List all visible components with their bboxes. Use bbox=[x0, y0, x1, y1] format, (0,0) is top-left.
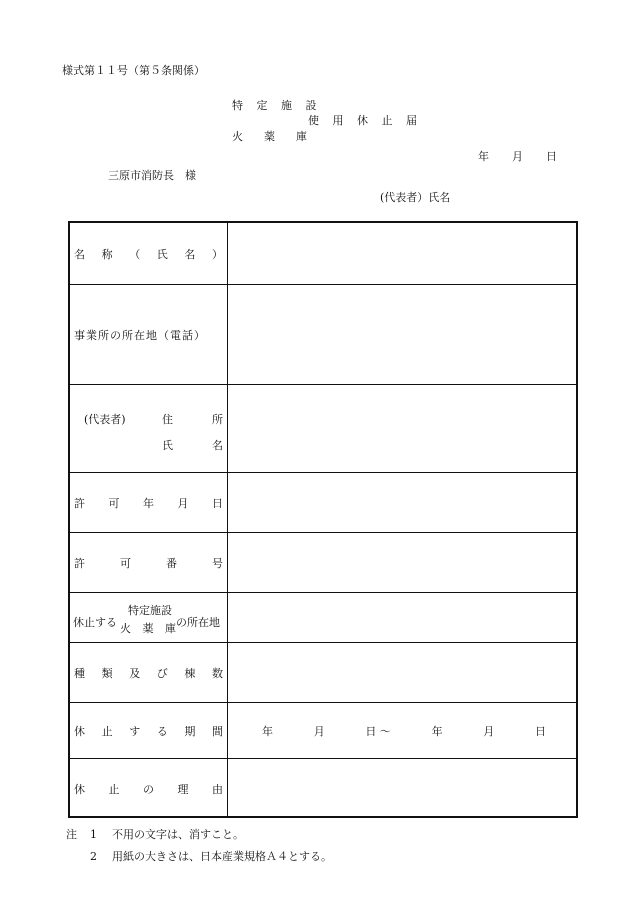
row-name bbox=[70, 223, 576, 285]
row-reason bbox=[70, 759, 576, 818]
label-representative: (代表者) bbox=[84, 413, 126, 426]
label-cell bbox=[70, 285, 228, 384]
permit-date-field[interactable] bbox=[228, 473, 576, 532]
note-2: 2 用紙の大きさは、日本産業規格Ａ４とする。 bbox=[90, 850, 332, 863]
label-cell bbox=[70, 473, 228, 532]
label-suspend-prefix: 休止する bbox=[73, 616, 117, 629]
date-day: 日 bbox=[546, 150, 557, 163]
row-type-count bbox=[70, 643, 576, 703]
label-facility-choice: 特定施設 火 薬 庫 bbox=[120, 604, 180, 635]
label-permit-number: 許 可 番 号 bbox=[74, 556, 223, 570]
title-facility-powder: 火 薬 庫 bbox=[232, 130, 312, 143]
date-month: 月 bbox=[512, 150, 523, 163]
reason-field[interactable] bbox=[228, 759, 576, 818]
label-suspend-suffix: の所在地 bbox=[176, 616, 220, 629]
label-name: 名 称 （ 氏 名 ） bbox=[74, 247, 223, 261]
signer-label: (代表者）氏名 bbox=[380, 191, 451, 204]
label-cell bbox=[70, 223, 228, 284]
label-cell bbox=[70, 703, 228, 758]
label-rep-address: 住 所 bbox=[162, 413, 223, 426]
representative-field[interactable] bbox=[228, 385, 576, 472]
form-number: 様式第１１号（第５条関係） bbox=[62, 64, 205, 77]
row-permit-date bbox=[70, 473, 576, 533]
office-address-field[interactable] bbox=[228, 285, 576, 384]
addressee: 三原市消防長 様 bbox=[108, 169, 196, 182]
label-type-count: 種 類 及 び 棟 数 bbox=[74, 666, 223, 680]
row-representative bbox=[70, 385, 576, 473]
title-facility-specific: 特 定 施 設 bbox=[232, 99, 322, 112]
permit-number-field[interactable] bbox=[228, 533, 576, 592]
name-field[interactable] bbox=[228, 223, 576, 284]
row-suspension-period bbox=[70, 703, 576, 759]
suspension-period-field[interactable] bbox=[228, 703, 576, 758]
label-cell bbox=[70, 643, 228, 702]
label-suspension-period: 休 止 す る 期 間 bbox=[74, 724, 223, 738]
label-cell bbox=[70, 759, 228, 818]
period-values: 年 月 日 〜 年 月 日 bbox=[262, 724, 546, 738]
note-1: 注 1 不用の文字は、消すこと。 bbox=[66, 828, 244, 841]
date-year: 年 bbox=[478, 150, 489, 163]
row-permit-number bbox=[70, 533, 576, 593]
label-cell bbox=[70, 593, 228, 642]
label-permit-date: 許 可 年 月 日 bbox=[74, 496, 223, 510]
type-count-field[interactable] bbox=[228, 643, 576, 702]
suspended-location-field[interactable] bbox=[228, 593, 576, 642]
row-suspended-location bbox=[70, 593, 576, 643]
form-table bbox=[68, 221, 578, 818]
date-line bbox=[478, 148, 557, 164]
label-cell bbox=[70, 385, 228, 472]
label-rep-name: 氏 名 bbox=[162, 439, 223, 452]
label-cell bbox=[70, 533, 228, 592]
label-office-address: 事業所の所在地（電話） bbox=[74, 328, 206, 342]
title-notice: 使 用 休 止 届 bbox=[308, 114, 422, 127]
label-reason: 休 止 の 理 由 bbox=[74, 782, 223, 796]
row-office-address bbox=[70, 285, 576, 385]
